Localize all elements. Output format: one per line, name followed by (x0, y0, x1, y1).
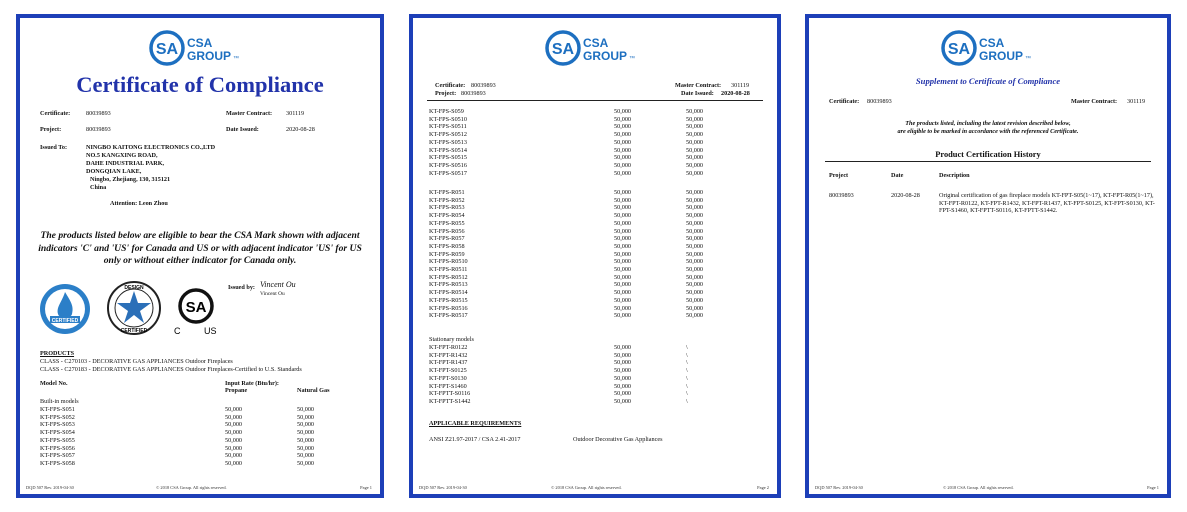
table-row (429, 197, 726, 205)
table-row (429, 204, 726, 212)
issued-to-address: NINGBO KAITONG ELECTRONICS CO.,LTD NO.5 KANGXING ROAD, DAHE INDUSTRIAL PARK, DONGQIAN LAKE, Ningbo, Zhejiang, 130, 315121 China (86, 144, 216, 191)
products-heading: PRODUCTS (40, 350, 75, 357)
model-number: KT-FPS-S0514 (429, 146, 467, 154)
propane-rate: 50,000 (614, 296, 632, 304)
propane-rate: 50,000 (614, 250, 632, 258)
supplement-title: Supplement to Certificate of Compliance (915, 76, 1061, 86)
natural-gas-rate: 50,000 (686, 250, 704, 258)
model-number: KT-FPS-R058 (429, 242, 465, 250)
table-row (429, 235, 726, 243)
propane-rate: 50,000 (614, 273, 632, 281)
certificate-label: Certificate: (40, 110, 71, 117)
natural-gas-rate: 50,000 (686, 289, 704, 297)
propane-rate: 50,000 (614, 219, 632, 227)
model-number: KT-FPTT-S1442 (429, 397, 471, 405)
propane-rate: 50,000 (614, 235, 632, 243)
model-number: KT-FPS-R0517 (429, 312, 468, 320)
header-divider (427, 100, 763, 101)
propane-rate: 50,000 (614, 367, 632, 375)
project-value: 80039893 (461, 90, 486, 97)
propane-rate: 50,000 (614, 169, 632, 177)
table-row (429, 116, 726, 124)
master-contract-label: Master Contract: (1071, 98, 1118, 105)
table-row (429, 281, 726, 289)
propane-rate: 50,000 (614, 258, 632, 266)
history-row-description: Original certification of gas fireplace models KT-FPT-S05(1~17), KT-FPT-R05(1~17), KT-FPT-R0122, KT-FPT-R1432, KT-FPT-R1437, KT-FPT-S0125, KT-FPT-S0130, KT-FPT-S1460, KT-FPTT-S0116, KT-FPTT-S1442. (939, 192, 1155, 215)
propane-rate: 50,000 (614, 374, 632, 382)
svg-text:™: ™ (629, 56, 635, 62)
natural-gas-rate: \ (686, 374, 688, 382)
col-description-header: Description (939, 172, 970, 179)
natural-gas-rate: 50,000 (686, 161, 704, 169)
propane-rate: 50,000 (614, 115, 632, 123)
date-issued-value: 2020-08-28 (286, 126, 315, 133)
natural-gas-rate: \ (686, 382, 688, 390)
model-number: KT-FPS-S0510 (429, 115, 467, 123)
natural-gas-rate: 50,000 (686, 273, 704, 281)
requirement-standard: ANSI Z21.97-2017 / CSA 2.41-2017 (429, 436, 521, 443)
svg-text:SA: SA (155, 41, 179, 58)
master-contract-label: Master Contract: (675, 82, 722, 89)
p2-model-table-group-3 (429, 344, 726, 406)
model-number: KT-FPS-R0511 (429, 266, 468, 274)
table-row (429, 359, 726, 367)
table-row (429, 108, 726, 116)
table-row: KT-FPS-S056 50,000 50,000 (40, 444, 315, 452)
table-row (429, 312, 726, 320)
table-row (429, 398, 726, 406)
csa-group-logo (941, 28, 1051, 68)
propane-rate: 50,000 (614, 382, 632, 390)
natural-gas-rate: 50,000 (686, 204, 704, 212)
table-row (429, 375, 726, 383)
propane-rate: 50,000 (614, 227, 632, 235)
table-row (429, 289, 726, 297)
project-label: Project: (435, 90, 457, 97)
svg-text:GROUP: GROUP (583, 49, 628, 63)
csa-group-logo (149, 28, 259, 68)
table-row (429, 139, 726, 147)
requirement-description: Outdoor Decorative Gas Appliances (573, 436, 663, 443)
design-certified-star-badge-icon (106, 280, 162, 336)
model-number: KT-FPS-R057 (429, 235, 465, 243)
table-row: KT-FPS-S054 50,000 50,000 (40, 429, 315, 437)
propane-rate: 50,000 (614, 108, 632, 115)
csa-logo-mark (545, 28, 655, 68)
model-number: KT-FPS-R054 (429, 212, 465, 220)
model-number: KT-FPS-R051 (429, 189, 465, 196)
svg-text:CERTIFIED: CERTIFIED (51, 318, 79, 324)
table-row (429, 243, 726, 251)
natural-gas-rate: 50,000 (686, 296, 704, 304)
model-number: KT-FPS-R0515 (429, 296, 468, 304)
supplement-page: SA CSA GROUP ™ Supplement to Certificate of Compliance Certificate: 80039893 Master Contract: 301119 The products listed, including the latest revision described below, are eligible to be marked in accordance with the referenced Certificate. Product Certification History Project Date Description 80039893 2020-08-28 Original certification of gas fireplace models KT-FPT-S05(1~17), KT-FPT-R05(1~17), KT-FPT-R0122, KT-FPT-R1432, KT-FPT-R1437, KT-FPT-S0125, KT-FPT-S0130, KT-FPT-S1460, KT-FPTT-S0116, KT-FPTT-S1442. DQD 507 Rev. 2019-04-30 © 2018 CSA Group. All rights reserved. Page 1 (805, 14, 1171, 498)
model-number: KT-FPT-R0122 (429, 344, 468, 351)
svg-text:SA: SA (551, 41, 575, 58)
model-number: KT-FPS-R059 (429, 250, 465, 258)
model-number: KT-FPS-R0510 (429, 258, 468, 266)
table-row (429, 266, 726, 274)
natural-gas-rate: 50,000 (686, 146, 704, 154)
table-row (429, 131, 726, 139)
csa-group-logo (545, 28, 655, 68)
natural-gas-rate: 50,000 (686, 266, 704, 274)
propane-rate: 50,000 (614, 131, 632, 139)
natural-gas-rate: 50,000 (686, 312, 704, 320)
propane-rate: 50,000 (614, 304, 632, 312)
col-model-header: Model No. (40, 380, 68, 387)
table-row: KT-FPS-S058 50,000 50,000 (40, 459, 315, 467)
svg-text:US: US (204, 326, 217, 336)
p2-model-table-group-2 (429, 189, 726, 320)
model-number: KT-FPS-S059 (429, 108, 464, 115)
col-project-header: Project (829, 172, 849, 179)
table-row (429, 297, 726, 305)
table-row (429, 212, 726, 220)
propane-rate: 50,000 (614, 189, 632, 196)
date-issued-label: Date Issued: (226, 126, 259, 133)
col-date-header: Date (891, 172, 904, 179)
svg-text:SA: SA (947, 41, 971, 58)
propane-rate: 50,000 (614, 344, 632, 351)
col-natgas-header: Natural Gas (297, 387, 330, 394)
table-row (429, 258, 726, 266)
stationary-label: Stationary models (429, 336, 474, 343)
brand-group: GROUP (187, 49, 232, 63)
table-row (429, 123, 726, 131)
eligibility-statement: The products listed below are eligible to bear the CSA Mark shown with adjacent indicators 'C' and 'US' for Canada and US or with adjacent indicator 'US' for US only or without either indicator for Canada only. (38, 230, 362, 266)
certificate-page-2: SA CSA GROUP ™ Certificate: 80039893 Project: 80039893 Master Contract: 301119 Date Issued: 2020-08-28 KT-FPS-S059 50,000 50,000 KT-FPS-S0510 50,000 50,000 KT-FPS-S0511 50,000 50,000 KT-FPS-S0512 50,000 50,000 KT-FPS-S0513 50,000 50,000 KT-FPS-S0514 50,000 50,000 KT-FPS-S0515 50,000 50,000 KT-FPS-S0516 50,000 50,000 KT-FPS-S0517 50,000 50,000 KT-FPS-R051 50,000 50,000 KT-FPS-R052 50,000 50,000 KT-FPS-R053 50,000 50,000 KT-FPS-R054 50,000 50,000 KT-FPS-R055 50,000 50,000 KT-FPS-R056 50,000 50,000 KT-FPS-R057 50,000 50,000 KT-FPS-R058 50,000 50,000 KT-FPS-R059 50,000 50,000 KT-FPS-R0510 50,000 50,000 KT-FPS-R0511 50,000 50,000 KT-FPS-R0512 50,000 50,000 KT-FPS-R0513 50,000 50,000 KT-FPS-R0514 50,000 50,000 KT-FPS-R0515 50,000 50,000 KT-FPS-R0516 50,000 50,000 KT-FPS-R0517 50,000 50,000 Stationary models KT-FPT-R0122 50,000 \ KT-FPT-R1432 50,000 \ KT-FPT-R1437 50,000 \ KT-FPT-S0125 50,000 \ KT-FPT-S0130 50,000 \ KT-FPT-S1460 50,000 \ KT-FPTT-S0116 50,000 \ KT-FPTT-S1442 50,000 \ APPLICABLE REQUIREMENTS ANSI Z21.97-2017 / CSA 2.41-2017 Outdoor Decorative Gas Appliances DQD 507 Rev. 2019-04-30 © 2018 CSA Group. All rights reserved. Page 2 (409, 14, 781, 498)
certificate-value: 80039893 (867, 98, 892, 105)
propane-rate: 50,000 (614, 266, 632, 274)
table-row (429, 274, 726, 282)
history-row-project: 80039893 (829, 192, 854, 199)
natural-gas-rate: 50,000 (686, 108, 704, 115)
brand-csa: CSA (187, 36, 213, 50)
natural-gas-rate: \ (686, 359, 688, 367)
table-row: KT-FPS-S051 50,000 50,000 (40, 406, 315, 413)
model-number: KT-FPTT-S0116 (429, 390, 471, 398)
history-heading: Product Certification History (935, 150, 1041, 159)
model-number: KT-FPT-S0125 (429, 367, 467, 375)
model-number: KT-FPT-R1437 (429, 359, 468, 367)
table-row (429, 228, 726, 236)
model-number: KT-FPS-R056 (429, 227, 465, 235)
table-row (429, 220, 726, 228)
table-row: KT-FPS-S052 50,000 50,000 (40, 413, 315, 421)
natural-gas-rate: 50,000 (686, 169, 704, 177)
propane-rate: 50,000 (614, 289, 632, 297)
propane-rate: 50,000 (614, 351, 632, 359)
natural-gas-rate: \ (686, 390, 688, 398)
supplement-note-line-1: The products listed, including the latest revision described below, (905, 120, 1071, 127)
svg-text:SA: SA (185, 299, 207, 316)
model-number: KT-FPT-S0130 (429, 374, 467, 382)
group-label: Built-in models (40, 398, 79, 405)
natural-gas-rate: 50,000 (686, 123, 704, 131)
attention-line: Attention: Leon Zhou (110, 200, 168, 207)
model-number: KT-FPS-R053 (429, 204, 465, 212)
natural-gas-rate: 50,000 (686, 235, 704, 243)
propane-rate: 50,000 (614, 312, 632, 320)
svg-text:™: ™ (233, 56, 239, 62)
table-row (429, 305, 726, 313)
table-row (429, 390, 726, 398)
requirements-heading: APPLICABLE REQUIREMENTS (429, 420, 522, 427)
model-number: KT-FPS-S0512 (429, 131, 467, 139)
svg-text:CSA: CSA (583, 36, 609, 50)
model-number: KT-FPS-R055 (429, 219, 465, 227)
csa-logo-mark (941, 28, 1051, 68)
certificate-label: Certificate: (829, 98, 860, 105)
propane-rate: 50,000 (614, 242, 632, 250)
p2-model-table-group-1 (429, 108, 726, 177)
issued-by-label: Issued by: (228, 284, 255, 291)
table-row (429, 344, 726, 352)
history-divider (825, 161, 1151, 162)
propane-rate: 50,000 (614, 212, 632, 220)
model-number: KT-FPT-R1432 (429, 351, 468, 359)
natural-gas-rate: \ (686, 344, 688, 351)
propane-rate: 50,000 (614, 123, 632, 131)
date-issued-value: 2020-08-28 (721, 90, 750, 97)
natural-gas-rate: \ (686, 367, 688, 375)
model-number: KT-FPS-R0512 (429, 273, 468, 281)
propane-rate: 50,000 (614, 138, 632, 146)
model-number: KT-FPS-S0511 (429, 123, 467, 131)
propane-rate: 50,000 (614, 196, 632, 204)
propane-rate: 50,000 (614, 359, 632, 367)
model-number: KT-FPS-S0517 (429, 169, 467, 177)
certified-flame-badge-icon (38, 282, 92, 336)
natural-gas-rate: 50,000 (686, 138, 704, 146)
table-row: KT-FPS-S055 50,000 50,000 (40, 436, 315, 444)
model-number: KT-FPS-R052 (429, 196, 465, 204)
master-contract-value: 301119 (731, 82, 750, 89)
natural-gas-rate: 50,000 (686, 189, 704, 196)
natural-gas-rate: 50,000 (686, 227, 704, 235)
project-label: Project: (40, 126, 62, 133)
table-row: KT-FPS-S057 50,000 50,000 (40, 452, 315, 460)
table-row (429, 147, 726, 155)
svg-text:C: C (174, 326, 181, 336)
natural-gas-rate: 50,000 (686, 154, 704, 162)
class-line-1: CLASS - C270103 - DECORATIVE GAS APPLIANCES Outdoor Fireplaces (40, 358, 233, 365)
propane-rate: 50,000 (614, 161, 632, 169)
natural-gas-rate: 50,000 (686, 212, 704, 220)
model-number: KT-FPS-R0513 (429, 281, 468, 289)
natural-gas-rate: 50,000 (686, 219, 704, 227)
natural-gas-rate: 50,000 (686, 196, 704, 204)
table-row (429, 383, 726, 391)
date-issued-label: Date Issued: (681, 90, 714, 97)
supplement-note-line-2: are eligible to be marked in accordance with the referenced Certificate. (897, 128, 1079, 135)
svg-text:™: ™ (1025, 56, 1031, 62)
issued-to-label: Issued To: (40, 144, 67, 151)
table-row (429, 251, 726, 259)
signer-name: Vincent Ou (260, 291, 285, 297)
master-contract-value: 301119 (1127, 98, 1146, 105)
table-row (429, 352, 726, 360)
propane-rate: 50,000 (614, 154, 632, 162)
natural-gas-rate: \ (686, 351, 688, 359)
table-row (429, 367, 726, 375)
table-row (429, 162, 726, 170)
svg-text:GROUP: GROUP (979, 49, 1024, 63)
natural-gas-rate: 50,000 (686, 131, 704, 139)
natural-gas-rate: 50,000 (686, 258, 704, 266)
table-row (429, 154, 726, 162)
project-value: 80039893 (86, 126, 111, 133)
class-line-2: CLASS - C270183 - DECORATIVE GAS APPLIANCES Outdoor Fireplaces-Certified to U.S. Standards (40, 366, 302, 373)
model-number: KT-FPS-S0515 (429, 154, 467, 162)
natural-gas-rate: 50,000 (686, 242, 704, 250)
master-contract-label: Master Contract: (226, 110, 273, 117)
natural-gas-rate: 50,000 (686, 115, 704, 123)
model-number: KT-FPS-S0513 (429, 138, 467, 146)
propane-rate: 50,000 (614, 204, 632, 212)
master-contract-value: 301119 (286, 110, 305, 117)
model-number: KT-FPT-S1460 (429, 382, 467, 390)
col-propane-header: Propane (225, 387, 248, 394)
csa-logo-mark (149, 28, 259, 68)
certificate-value: 80039893 (86, 110, 111, 117)
certificate-page-1: SA CSA GROUP ™ Certificate of Compliance Certificate: 80039893 Master Contract: 301119 Project: 80039893 Date Issued: 2020-08-28 Issued To: NINGBO KAITONG ELECTRONICS CO.,LTD NO.5 KANGXING ROAD, DAHE INDUSTRIAL PARK, DONGQIAN LAKE, Ningbo, Zhejiang, 130, 315121 China Attention: Leon Zhou The products listed below are eligible to bear the CSA Mark shown with adjacent indicators 'C' and 'US' for Canada and US or with adjacent indicator 'US' for US only or without either indicator for Canada only. CERTIFIED DESIGN CERTIFIED SA C US Issued by: Vincent Ou Vincent Ou PRODUCTS CLASS - C270103 - DECORATIVE GAS APPLIANCES Outdoor Fireplaces CLASS - C270183 - DECORATIVE GAS APPLIANCES Outdoor Fireplaces-Certified to U.S. Standards Model No. Input Rate (Btu/hr): Propane Natural Gas Built-in models KT-FPS-S051 50,000 50,000 KT-FPS-S052 50,000 50,000 KT-FPS-S053 50,000 50,000 KT-FPS-S054 50,000 50,000 KT-FPS-S055 50,000 50,000 KT-FPS-S056 50,000 50,000 KT-FPS-S057 50,000 50,000 KT-FPS-S058 50,000 50,000 DQD 507 Rev. 2019-04-30 © 2018 CSA Group. All rights reserved. Page 1 (16, 14, 384, 498)
p1-model-table (40, 406, 314, 468)
natural-gas-rate: 50,000 (686, 304, 704, 312)
signature: Vincent Ou (260, 280, 296, 289)
svg-text:CERTIFIED: CERTIFIED (120, 328, 148, 334)
propane-rate: 50,000 (614, 390, 632, 398)
page-title: Certificate of Compliance (76, 72, 324, 97)
table-row (429, 170, 726, 178)
propane-rate: 50,000 (614, 146, 632, 154)
model-number: KT-FPS-R0516 (429, 304, 468, 312)
table-row (429, 189, 726, 197)
model-number: KT-FPS-R0514 (429, 289, 468, 297)
propane-rate: 50,000 (614, 397, 632, 405)
certificate-label: Certificate: (435, 82, 466, 89)
propane-rate: 50,000 (614, 281, 632, 289)
model-number: KT-FPS-S0516 (429, 161, 467, 169)
table-row: KT-FPS-S053 50,000 50,000 (40, 421, 315, 429)
history-row-date: 2020-08-28 (891, 192, 920, 199)
svg-text:DESIGN: DESIGN (124, 285, 144, 291)
col-rate-header: Input Rate (Btu/hr): (225, 380, 279, 387)
natural-gas-rate: 50,000 (686, 281, 704, 289)
csa-c-us-mark-icon (168, 284, 224, 338)
svg-text:CSA: CSA (979, 36, 1005, 50)
certificate-value: 80039893 (471, 82, 496, 89)
natural-gas-rate: \ (686, 397, 688, 405)
